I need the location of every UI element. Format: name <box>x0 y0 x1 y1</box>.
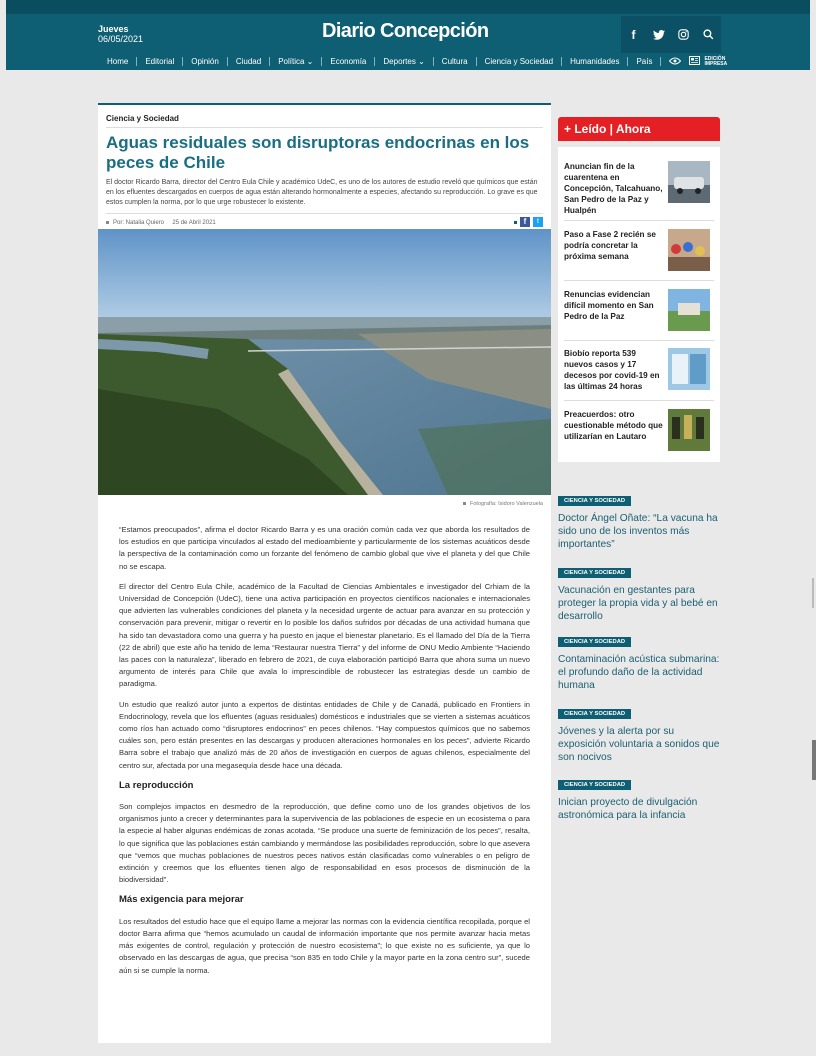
category-tag[interactable]: CIENCIA Y SOCIEDAD <box>558 709 631 719</box>
nav-deportes[interactable] <box>375 57 433 66</box>
aerial-river-photo <box>98 229 551 495</box>
article-section[interactable]: Ciencia y Sociedad <box>106 114 179 123</box>
news-thumbnail[interactable] <box>668 289 710 331</box>
divider <box>564 280 714 281</box>
most-read-headline[interactable]: Preacuerdos: otro cuestionable método que utilizarían en Lautaro <box>564 410 663 441</box>
reader-icon[interactable] <box>669 57 681 67</box>
article-photo <box>98 229 551 495</box>
most-read-headline[interactable]: Anuncian fin de la cuarentena en Concepción, Talcahuano, San Pedro de la Paz y Hualpén <box>564 162 663 215</box>
related-item[interactable] <box>558 561 720 623</box>
bullet-icon <box>463 502 466 505</box>
nav-politica[interactable] <box>270 57 322 66</box>
facebook-share-icon[interactable]: f <box>520 217 530 227</box>
photo-credit: Fotografía: Isidoro Valenzuela <box>470 501 543 507</box>
related-item[interactable] <box>558 630 720 692</box>
most-read-headline[interactable]: Paso a Fase 2 recién se podría concretar la próxima semana <box>564 230 656 261</box>
photo-caption <box>463 501 543 507</box>
article-paragraph: Un estudio que realizó autor junto a expertos de distintas entidades de Chile y de Canadá, publicado en Frontiers in Endocrinology, revela que los efluentes (aguas residuales) domésticos e industriales que se vierten a sistemas acuáticos como ríos han actuado como “disruptores endocrinos” en peces chilenos. “Hay compuestos químicos que no sabemos cuáles son, pero están presentes en las descargas y producen alteraciones hormonales en los peces”, advierte Ricardo Barra sobre el trabajo que analizó más de 20 años de investigación en cuerpos de aguas chilenos, especialmente del centro sur, afectada por una megasequía desde hace una década. <box>119 699 530 770</box>
search-icon[interactable] <box>696 16 721 53</box>
divider <box>564 400 714 401</box>
article-title: Aguas residuales son disruptoras endocrinas en los peces de Chile <box>106 133 530 172</box>
header-date <box>98 24 143 44</box>
newspaper-icon[interactable] <box>689 56 700 67</box>
related-item[interactable] <box>558 489 720 551</box>
header-day: Jueves <box>98 24 129 34</box>
edicion-line2: IMPRESA <box>704 60 728 67</box>
most-read-headline[interactable]: Renuncias evidencian difícil momento en San Pedro de la Paz <box>564 290 654 321</box>
twitter-icon[interactable] <box>646 16 671 53</box>
article-lead: El doctor Ricardo Barra, director del Centro Eula Chile y académico UdeC, es uno de los autores de estudio reveló que químicos que están en los efluentes descargados en cuerpos de agua están alterando hormonalmente a especies, afectando su reproducción. Lo grave es que estos cumplen la norma, por lo que urge robustecer lo existente. <box>106 179 538 206</box>
chevron-down-icon: ⌄ <box>306 57 314 66</box>
chevron-down-icon: ⌄ <box>418 57 425 66</box>
category-tag[interactable]: CIENCIA Y SOCIEDAD <box>558 780 631 790</box>
scrollbar-track[interactable] <box>812 578 814 608</box>
most-read-list <box>558 147 720 462</box>
header-date-value: 06/05/2021 <box>98 34 144 44</box>
nav-opinion[interactable]: Opinión <box>183 57 228 66</box>
twitter-share-icon[interactable]: t <box>533 217 543 227</box>
related-item[interactable] <box>558 773 720 822</box>
divider <box>106 213 543 214</box>
news-thumbnail[interactable] <box>668 229 710 271</box>
nav-politica-label: Política <box>278 57 305 66</box>
divider <box>106 127 543 128</box>
nav-pais[interactable]: País <box>628 57 661 66</box>
article-subheading: La reproducción <box>119 779 194 791</box>
related-headline[interactable]: Vacunación en gestantes para proteger la propia vida y al bebé en desarrollo <box>558 585 718 622</box>
site-header <box>6 0 810 70</box>
category-tag[interactable]: CIENCIA Y SOCIEDAD <box>558 568 631 578</box>
related-item[interactable] <box>558 702 720 764</box>
related-headline[interactable]: Contaminación acústica submarina: el profundo daño de la actividad humana <box>558 654 720 691</box>
article-paragraph: Son complejos impactos en desmedro de la reproducción, que define como uno de los grandes objetivos de los organismos junto a crecer y determinantes para la supervivencia de las poblaciones de especie en un ecosistema o para la especie al haber algunas endémicas de zonas acotada. “Se produce una suerte de feminización de los peces”, resalta, lo que significa que las poblaciones están cambiando y mermándose las posibilidades reproducción, sobre lo que asevera que “vemos que muchas poblaciones de nuestros peces nativos están clasificadas como vulnerables o en peligro de extinción y creemos que los efluentes tienen algo de responsabilidad en esos procesos de disminución de la biodiversidad”. <box>119 802 530 885</box>
news-thumbnail[interactable] <box>668 409 710 451</box>
category-tag[interactable]: CIENCIA Y SOCIEDAD <box>558 496 631 506</box>
article-paragraph: “Estamos preocupados”, afirma el doctor Ricardo Barra y es una oración común cada vez que aborda los resultados de los estudios en que participa vinculados al estado del medioambiente y particularmente de los sistemas acuáticos desde la perspectiva de la contaminación como un forzante del fenómeno de cambio global que vive el planeta y del que Chile no se escapa. <box>119 525 530 571</box>
header-strip <box>6 0 810 14</box>
related-headline[interactable]: Inician proyecto de divulgación astronómica para la infancia <box>558 797 698 821</box>
most-read-title: + Leído | Ahora <box>558 117 720 141</box>
related-headline[interactable]: Doctor Ángel Oñate: “La vacuna ha sido uno de los inventos más importantes” <box>558 513 718 550</box>
share-buttons <box>514 217 543 227</box>
scrollbar-thumb[interactable] <box>812 740 816 780</box>
article-date: 25 de Abril 2021 <box>172 220 216 226</box>
social-bar <box>621 16 721 53</box>
article-body <box>119 524 530 985</box>
news-thumbnail[interactable] <box>668 161 710 203</box>
bullet-icon <box>514 221 517 224</box>
article-subheading: Más exigencia para mejorar <box>119 894 244 906</box>
most-read-item[interactable] <box>564 161 714 221</box>
article-card <box>98 103 551 1043</box>
article-paragraph: El director del Centro Eula Chile, académico de la Facultad de Ciencias Ambientales e investigador del Crhiam de la Universidad de Concepción (UdeC), tiene una activa participación en proyectos científicos nacionales e internacionales que advierten las vulnerables condiciones del planeta y la necesidad urgente de actuar para avanzar en su protección y conservación para prevenir, mitigar o revertir en lo posible los daños sufridos por décadas de una actividad humana que ha sido tan devastadora como una guerra y ha puesto en jaque el bienestar planetario. Es el llamado del Día de la Tierra (22 de abril) que este año ha tenido de lema “Restaurar nuestra Tierra” y del informe de ONU Medio Ambiente “Haciendo las paces con la naturaleza”, liberado en febrero de 2021, de cuya elaboración participó Barra que ahora suma un nuevo argumento de interés para Chile que avala lo imprescindible de robustecer las estrategias desde un cambio de paradigma. <box>119 581 530 689</box>
site-logo[interactable]: Diario Concepción <box>322 20 489 42</box>
nav-cultura[interactable]: Cultura <box>434 57 477 66</box>
article-author: Por: Natalia Quiero <box>113 220 165 226</box>
nav-ciudad[interactable]: Ciudad <box>228 57 270 66</box>
article-paragraph: Los resultados del estudio hace que el equipo llame a mejorar las normas con la evidencia científica recopilada, porque el doctor Barra afirma que “hemos acumulado un caudal de información importante que nos permite avanzar hacia metas más exigentes de control, regulación y protección de nuestro ecosistema”; lo que existe no es suficiente, ya que lo observado en las descargas de agua, que precisa “son 835 en todo Chile y la mayor parte en la zona centro sur”, sucede aún si se cumple la norma. <box>119 916 530 975</box>
bullet-icon <box>106 221 109 224</box>
nav-ciencia-sociedad[interactable]: Ciencia y Sociedad <box>477 57 562 66</box>
most-read-item[interactable] <box>564 348 714 408</box>
edicion-impresa-link[interactable] <box>704 57 727 67</box>
main-nav <box>6 53 810 70</box>
edicion-line1: EDICIÓN <box>704 55 726 62</box>
nav-deportes-label: Deportes <box>383 57 416 66</box>
nav-humanidades[interactable]: Humanidades <box>562 57 628 66</box>
category-tag[interactable]: CIENCIA Y SOCIEDAD <box>558 637 631 647</box>
nav-editorial[interactable]: Editorial <box>137 57 183 66</box>
most-read-item[interactable] <box>564 409 714 469</box>
nav-economia[interactable]: Economía <box>322 57 375 66</box>
article-byline <box>106 220 216 226</box>
instagram-icon[interactable] <box>671 16 696 53</box>
divider <box>564 220 714 221</box>
related-headline[interactable]: Jóvenes y la alerta por su exposición voluntaria a sonidos que son nocivos <box>558 726 720 763</box>
divider <box>564 340 714 341</box>
facebook-icon[interactable]: f <box>631 27 636 42</box>
news-thumbnail[interactable] <box>668 348 710 390</box>
most-read-headline[interactable]: Biobío reporta 539 nuevos casos y 17 decesos por covid-19 en las últimas 24 horas <box>564 349 660 391</box>
nav-home[interactable]: Home <box>99 57 137 66</box>
